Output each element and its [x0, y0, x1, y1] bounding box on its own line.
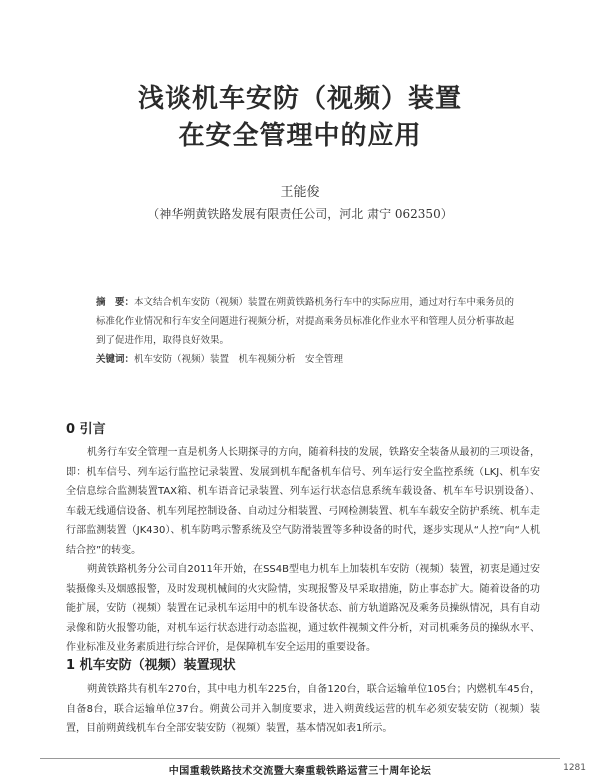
- abstract-label: 摘 要：: [96, 297, 135, 308]
- introduction-body: [66, 443, 540, 658]
- page-footer: 中国重载铁路技术交流暨大秦重载铁路运营三十周年论坛: [168, 766, 432, 777]
- abstract-text: 本文结合机车安防（视频）装置在朔黄铁路机务行车中的实际应用，通过对行车中乘务员的标准化作业情况和行车安全问题进行视频分析，对提高乘务员标准化作业水平和管理人员分析事故起到了促进作用，取得良好效果。: [96, 297, 515, 346]
- section-heading-status: 1 机车安防（视频）装置现状: [66, 658, 236, 673]
- section-heading-introduction: 0 引言: [66, 422, 106, 437]
- page-number: 1281: [563, 763, 586, 773]
- keywords: [96, 351, 516, 365]
- keywords-label: 关键词：: [96, 354, 135, 365]
- paragraph: 朔黄铁路共有机车270台，其中电力机车225台，自备120台，联合运输单位105台；内燃机车45台，自备8台，联合运输单位37台。朔黄公司并入制度要求，进入朔黄线运营的机车必须安装安防（视频）装置，目前朔黄线机车台全部安装安防（视频）装置，基本情况如表1所示。: [66, 684, 540, 734]
- author-name: 王能俊: [280, 185, 320, 200]
- paragraph: 机务行车安全管理一直是机务人长期探寻的方向，随着科技的发展，铁路安全装备从最初的三项设备，即：机车信号、列车运行监控记录装置、发展到机车配备机车信号、列车运行安全监控系统（LKJ、机车安全信息综合监测装置TAX箱、机车语音记录装置、列车运行状态信息系统车载设备、机车车号识别设备）、车载无线通信设备、机车列尾控制设备、自动过分相装置、弓网检测装置、机车车载安全防护系统、机车走行部监测装置（JK430）、机车防鸣示警系统及空气防滑装置等多种设备的时代，逐步实现从“人控”向“人机结合控”的转变。: [66, 447, 540, 556]
- paragraph: 朔黄铁路机务分公司自2011年开始，在SS4B型电力机车上加装机车安防（视频）装置，初衷是通过安装摄像头及烟感报警，及时发现机械间的火灾险情，实现报警及早采取措施，防止事态扩大。随着设备的功能扩展，安防（视频）装置在记录机车运用中的机车设备状态、前方轨道路况及乘务员操纵情况，具有自动录像和防火报警功能，对机车运行状态进行动态监视，通过软件视频文件分析，对司机乘务员的操纵水平、作业标准及业务素质进行综合评价，是保障机车安全运用的重要设备。: [66, 564, 540, 653]
- author-affiliation: （神华朔黄铁路发展有限责任公司，河北 肃宁 062350）: [147, 207, 453, 221]
- keywords-text: 机车安防（视频）装置 机车视频分析 安全管理: [134, 354, 344, 365]
- status-body: [66, 680, 540, 739]
- paper-title-line-2: 在安全管理中的应用: [178, 121, 422, 151]
- footer-rule: [40, 758, 560, 759]
- abstract: [96, 293, 516, 350]
- paper-title-line-1: 浅谈机车安防（视频）装置: [137, 84, 462, 114]
